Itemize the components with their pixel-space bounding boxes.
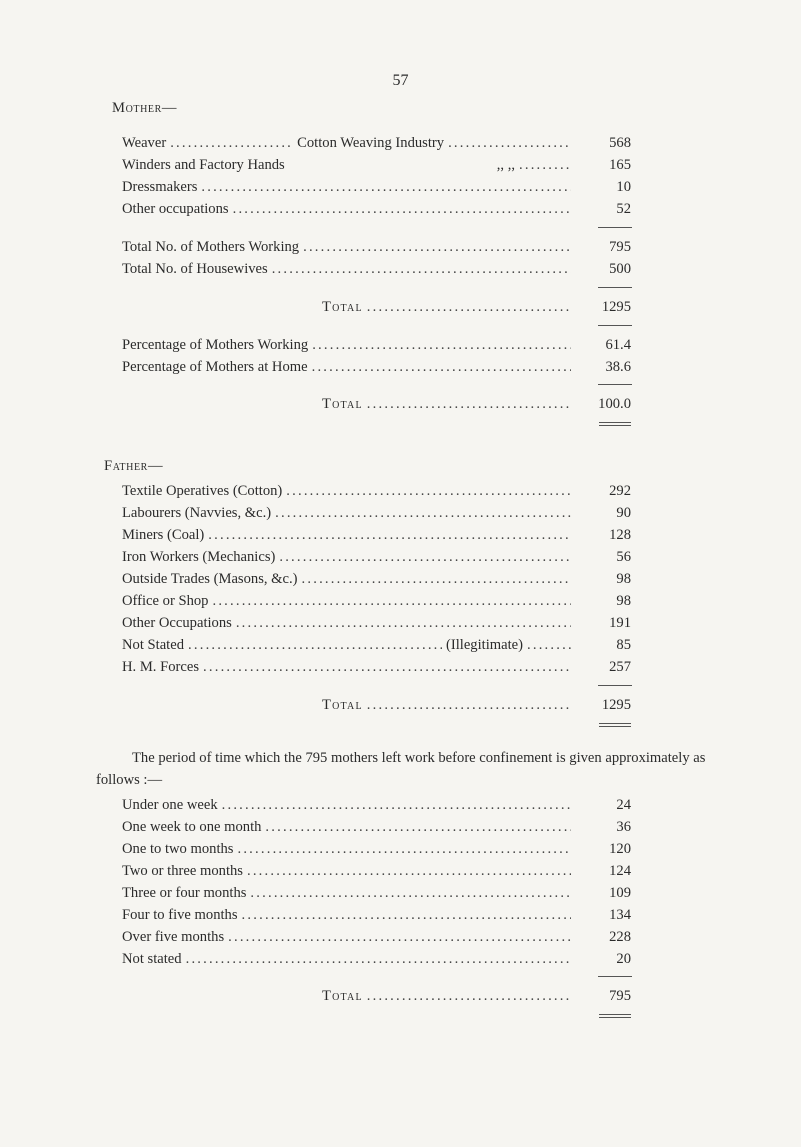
table-row: Miners (Coal) ..... 128	[122, 524, 575, 546]
divider	[598, 227, 632, 228]
total-row: Total ..... 1295	[322, 296, 575, 318]
table-row: Two or three months ..... 124	[122, 860, 575, 882]
table-row: Other occupations ..... 52	[122, 198, 575, 220]
divider	[598, 685, 632, 686]
table-row: Three or four months ..... 109	[122, 882, 575, 904]
total-row: Total ..... 1295	[322, 694, 575, 716]
table-row: H. M. Forces ..... 257	[122, 656, 575, 678]
double-rule	[599, 723, 631, 727]
table-row: Dressmakers ..... 10	[122, 176, 575, 198]
mother-heading: Mother—	[112, 100, 178, 116]
total-row: Total ..... 100.0	[322, 393, 575, 415]
double-rule	[599, 1014, 631, 1018]
table-row: One week to one month ..... 36	[122, 816, 575, 838]
table-row: Percentage of Mothers at Home ..... 38.6	[122, 356, 575, 378]
father-heading: Father—	[104, 458, 164, 474]
table-row: Percentage of Mothers Working ..... 61.4	[122, 334, 575, 356]
table-row: Iron Workers (Mechanics) ..... 56	[122, 546, 575, 568]
table-row: Not stated ..... 20	[122, 948, 575, 970]
table-row: Weaver ..... Cotton Weaving Industry ..... 568	[122, 132, 575, 154]
table-row: Over five months ..... 228	[122, 926, 575, 948]
table-row: Under one week ..... 24	[122, 794, 575, 816]
divider	[598, 384, 632, 385]
table-row: Office or Shop ..... 98	[122, 590, 575, 612]
table-row: Outside Trades (Masons, &c.) ..... 98	[122, 568, 575, 590]
divider	[598, 325, 632, 326]
period-intro: The period of time which the 795 mothers left work before confinement is given approximately as follows :—	[96, 750, 706, 788]
table-row: Textile Operatives (Cotton) ..... 292	[122, 480, 575, 502]
total-row: Total ..... 795	[322, 985, 575, 1007]
table-row: Total No. of Housewives ..... 500	[122, 258, 575, 280]
table-row: Total No. of Mothers Working ..... 795	[122, 236, 575, 258]
table-row: Not Stated ..... (Illegitimate) ..... 85	[122, 634, 575, 656]
table-row: One to two months ..... 120	[122, 838, 575, 860]
table-row: Winders and Factory Hands ,, ,, ..... 165	[122, 154, 575, 176]
double-rule	[599, 422, 631, 426]
divider	[598, 287, 632, 288]
table-row: Labourers (Navvies, &c.) ..... 90	[122, 502, 575, 524]
divider	[598, 976, 632, 977]
table-row: Four to five months ..... 134	[122, 904, 575, 926]
table-row: Other Occupations ..... 191	[122, 612, 575, 634]
page-number: 57	[392, 72, 409, 89]
